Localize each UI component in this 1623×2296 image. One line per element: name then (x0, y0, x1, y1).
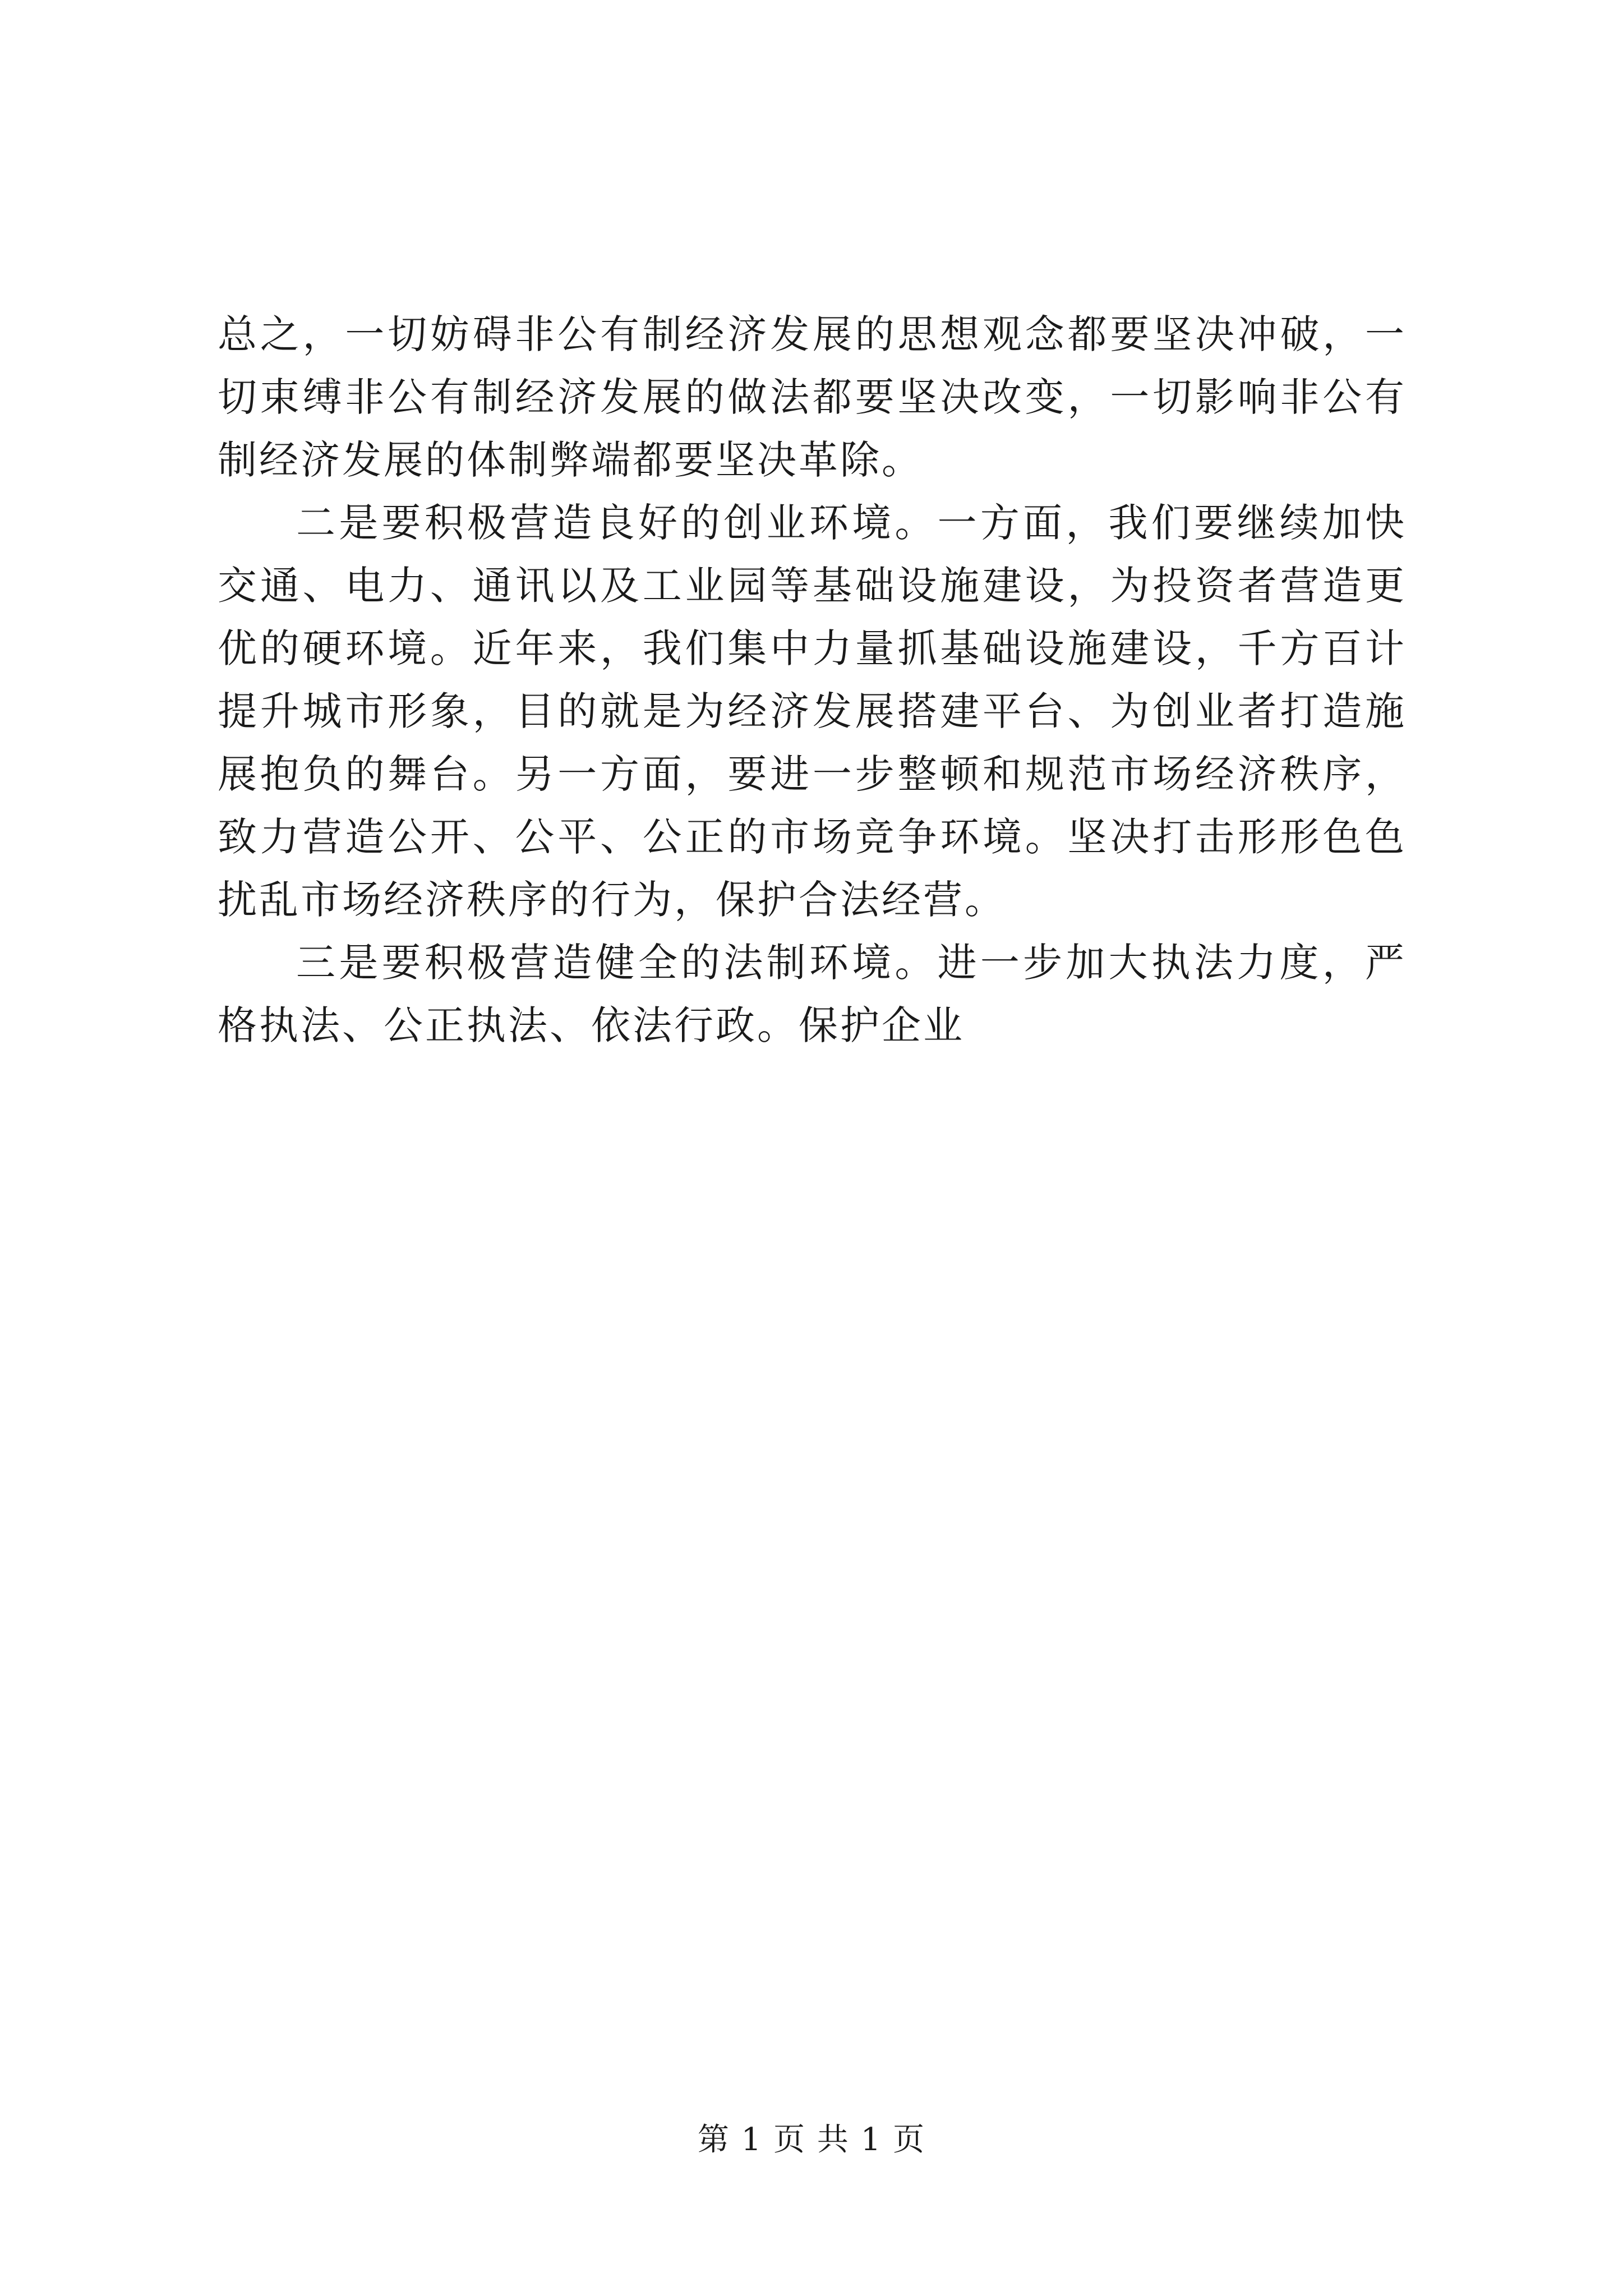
document-body (218, 303, 1407, 1057)
paragraph-business-environment: 二是要积极营造良好的创业环境。一方面，我们要继续加快交通、电力、通讯以及工业园等基础设施建设，为投资者营造更优的硬环境。近年来，我们集中力量抓基础设施建设，千方百计提升城市形象，目的就是为经济发展搭建平台、为创业者打造施展抱负的舞台。另一方面，要进一步整顿和规范市场经济秩序，致力营造公开、公平、公正的市场竞争环境。坚决打击形形色色扰乱市场经济秩序的行为，保护合法经营。 (218, 500, 1407, 923)
paragraph-legal-environment: 三是要积极营造健全的法制环境。进一步加大执法力度，严格执法、公正执法、依法行政。保护企业 (218, 940, 1407, 1048)
page-footer: 第 1 页 共 1 页 (697, 2122, 926, 2158)
paragraph-conclusion: 总之，一切妨碍非公有制经济发展的思想观念都要坚决冲破，一切束缚非公有制经济发展的做法都要坚决改变，一切影响非公有制经济发展的体制弊端都要坚决革除。 (218, 311, 1407, 483)
